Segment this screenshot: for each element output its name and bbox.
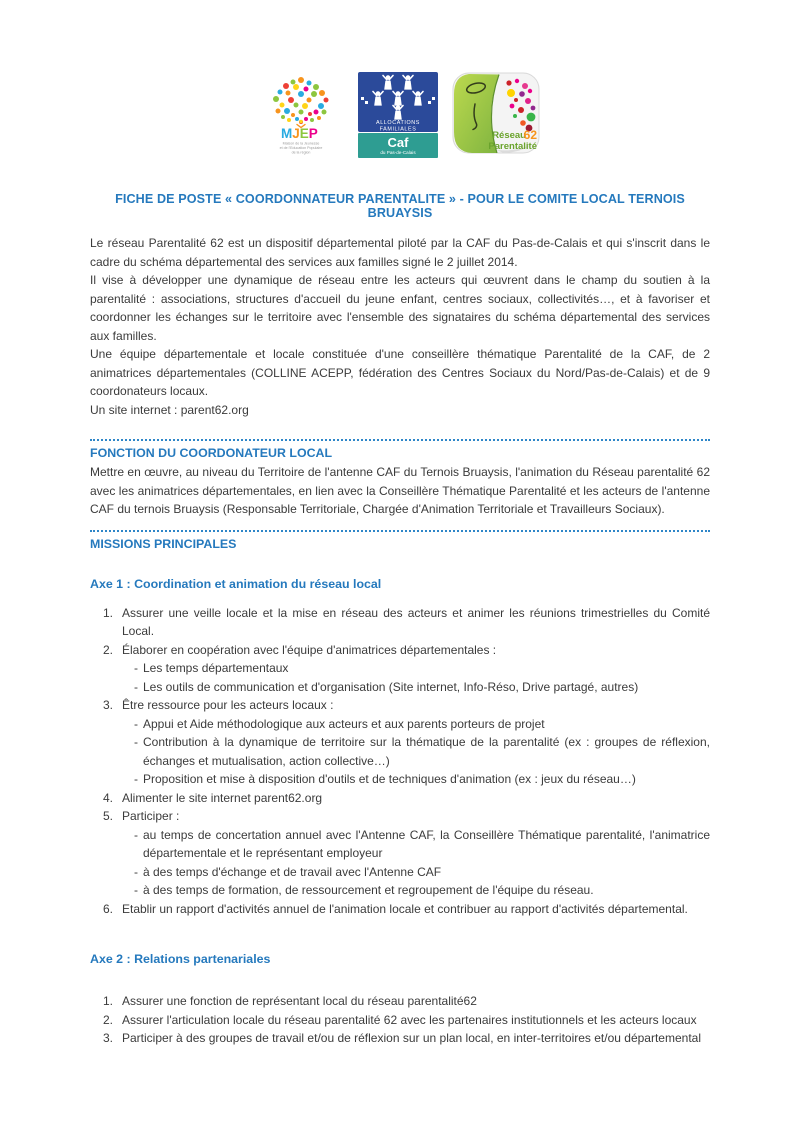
item-text: Assurer l'articulation locale du réseau parentalité 62 avec les partenaires institutionnels et les acteurs locaux [122, 1012, 697, 1027]
axe2-list [90, 992, 710, 1048]
list-item [103, 696, 710, 789]
item-number: 1. [103, 605, 114, 620]
list-item [103, 604, 710, 641]
item-text: Alimenter le site internet parent62.org [122, 790, 323, 805]
item-number: 3. [103, 698, 114, 712]
item-number: 1. [103, 994, 114, 1008]
sub-item: - à des temps de formation, de ressourcement et regroupement de l'équipe du réseau. [134, 881, 710, 900]
reseau62-leaf-icon [452, 72, 540, 156]
intro-paragraph-3: Une équipe départementale et locale constituée d'une conseillère thématique Parentalité de la CAF, de 2 animatrices départementales (COLLINE ACEPP, fédération des Centres Sociaux du Nord/Pas-de-Calais) et de 9 coordonateurs locaux. [90, 347, 710, 398]
caf-allocations-label: ALLOCATIONS [376, 120, 420, 126]
mjep-caption-line1: Maison de la Jeunesse [282, 141, 320, 146]
item-number: 2. [103, 642, 114, 657]
page-title: FICHE DE POSTE « COORDONNATEUR PARENTALITE » - POUR LE COMITE LOCAL TERNOIS BRUAYSIS [115, 192, 685, 220]
list-item [103, 900, 710, 919]
caf-family-icon [356, 72, 440, 158]
sub-list [134, 659, 710, 696]
item-number: 5. [103, 809, 114, 823]
reseau62-logo [452, 72, 540, 161]
sub-item: - Les temps départementaux [134, 659, 710, 678]
sub-item: - au temps de concertation annuel avec l'Antenne CAF, la Conseillère Thématique parentalité, l'animatrice départementale et le représentant employeur [134, 826, 710, 863]
fonction-heading: FONCTION DU COORDONATEUR LOCAL [90, 446, 333, 460]
item-text: Être ressource pour les acteurs locaux : [122, 698, 334, 712]
item-number: 2. [103, 1012, 114, 1027]
sub-list [134, 715, 710, 789]
sub-item: - Les outils de communication et d'organisation (Site internet, Info-Réso, Drive partagé, autres) [134, 678, 710, 697]
section-missions [90, 530, 710, 551]
item-text: Participer à des groupes de travail et/ou de réflexion sur un plan local, en inter-territoires et/ou départemental [122, 1031, 701, 1045]
mjep-tree-icon [260, 72, 344, 160]
mjep-caption-line3: de la région [291, 150, 311, 155]
list-item [103, 789, 710, 808]
list-item [103, 992, 710, 1011]
intro-paragraph-4: Un site internet : parent62.org [90, 402, 249, 417]
intro-paragraph-1: Le réseau Parentalité 62 est un dispositif départemental piloté par la CAF du Pas-de-Calais et qui s'inscrit dans le cadre du schéma départemental des services aux familles signé le 2 juillet 2014. [90, 236, 710, 269]
reseau62-word1: Réseau [492, 130, 526, 141]
reseau62-number: 62 [523, 128, 537, 142]
caf-region-label: du Pas-de-Calais [380, 150, 416, 155]
axe1-heading: Axe 1 : Coordination et animation du réseau local [90, 576, 382, 591]
item-number: 6. [103, 901, 114, 916]
axe1-list [90, 604, 710, 919]
item-text: Assurer une fonction de représentant local du réseau parentalité62 [122, 994, 477, 1008]
item-text: Élaborer en coopération avec l'équipe d'animatrices départementales : [122, 642, 497, 657]
intro-paragraph-2: Il vise à développer une dynamique de réseau entre les acteurs qui œuvrent dans le champ du soutien à la parentalité : associations, structures d'accueil du jeune enfant, centres sociaux, collectivités…, et à favoriser et coordonner les échanges sur le territoire avec l'ensemble des signataires du schéma départemental des services aux familles. [90, 273, 710, 343]
sub-list [134, 826, 710, 900]
axe2-heading: Axe 2 : Relations partenariales [90, 952, 271, 966]
list-item [103, 641, 710, 697]
section-fonction [90, 439, 710, 519]
intro-paragraphs [90, 234, 710, 419]
sub-item: - Proposition et mise à disposition d'outils et de techniques d'animation (ex : jeux du réseau…) [134, 770, 710, 789]
caf-brand-label: Caf [387, 135, 409, 150]
missions-heading: MISSIONS PRINCIPALES [90, 536, 237, 551]
mjep-logo [260, 72, 344, 165]
mjep-caption-line2: et de l'Education Populaire [279, 146, 323, 150]
list-item [103, 1011, 710, 1030]
sub-item: - à des temps d'échange et de travail avec l'Antenne CAF [134, 863, 710, 882]
item-number: 3. [103, 1031, 114, 1045]
reseau62-word2: Parentalité [488, 141, 537, 152]
caf-familiales-label: FAMILIALES [379, 126, 417, 133]
item-text: Etablir un rapport d'activités annuel de l'animation locale et contribuer au rapport d'activités départemental. [122, 901, 688, 916]
fonction-body: Mettre en œuvre, au niveau du Territoire de l'antenne CAF du Ternois Bruaysis, l'animation du Réseau parentalité 62 avec les animatrices départementales, en lien avec la Conseillère Thématique Parentalité et les acteurs de l'antenne CAF du ternois Bruaysis (Responsable Territoriale, Chargée d'Animation Territoriale et Travailleurs Sociaux). [90, 465, 710, 516]
sub-item: - Appui et Aide méthodologique aux acteurs et aux parents porteurs de projet [134, 715, 710, 734]
mjep-wordmark: MJEP [281, 126, 318, 141]
item-text: Participer : [122, 809, 180, 823]
header-logos [90, 72, 710, 162]
caf-logo [356, 72, 440, 163]
item-number: 4. [103, 790, 114, 805]
list-item [103, 1029, 710, 1048]
list-item [103, 807, 710, 900]
sub-item: - Contribution à la dynamique de territoire sur la thématique de la parentalité (ex : groupes de réflexion, échanges et mutualisation, action collective…) [134, 733, 710, 770]
item-text: Assurer une veille locale et la mise en réseau des acteurs et animer les réunions trimestrielles du Comité Local. [122, 605, 710, 638]
